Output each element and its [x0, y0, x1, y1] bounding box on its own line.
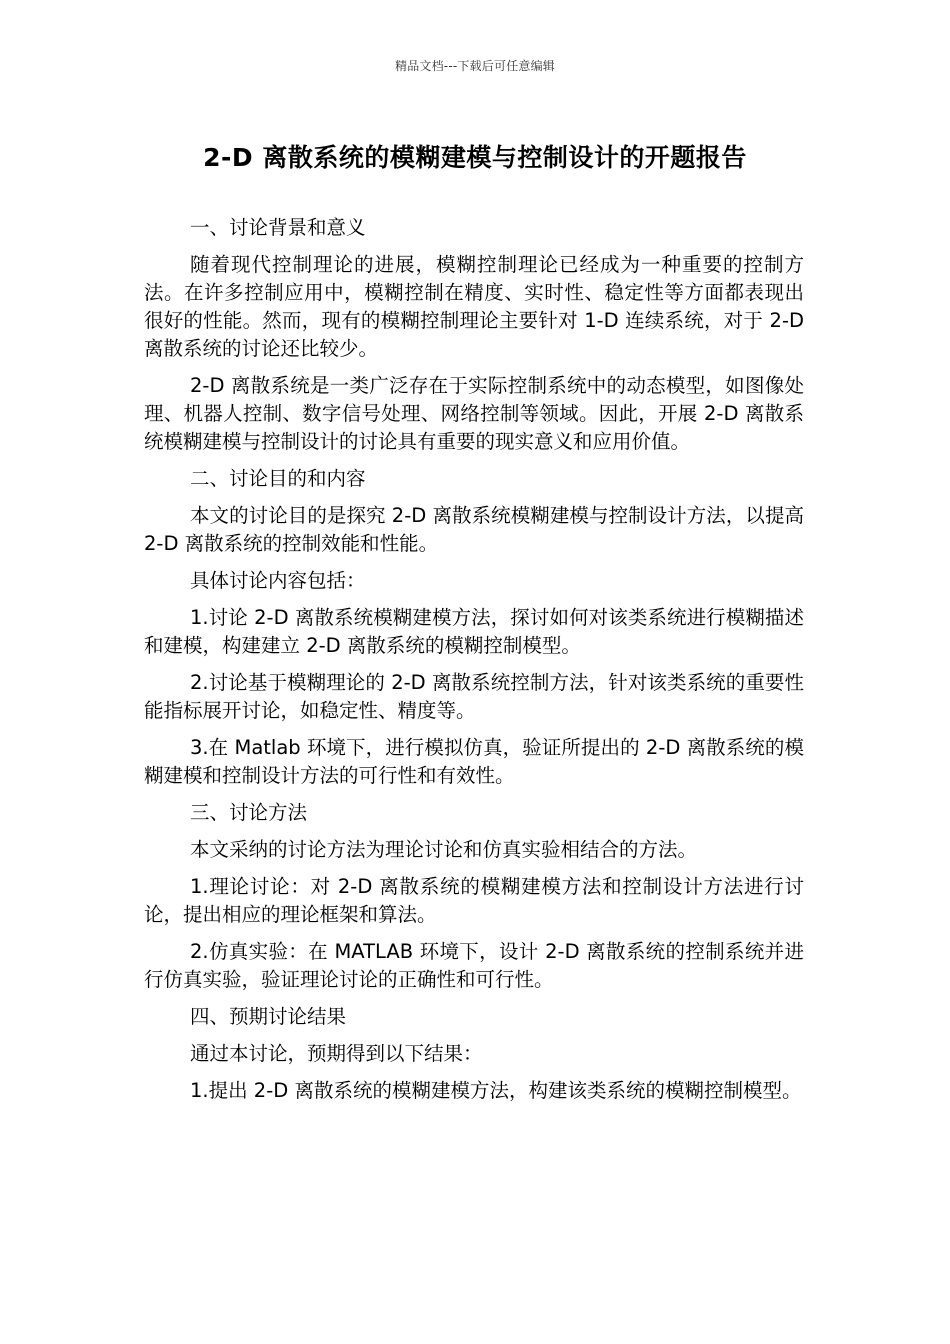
section-heading-method: 三、讨论方法 — [190, 801, 308, 824]
paragraph: 具体讨论内容包括： — [190, 569, 366, 592]
paragraph: 2-D 离散系统是一类广泛存在于实际控制系统中的动态模型，如图像处理、机器人控制、数字信号处理、网络控制等领域。因此，开展 2-D 离散系统模糊建模与控制设计的讨论具有重要的现实意义和应用价值。 — [144, 374, 804, 453]
section-heading-purpose: 二、讨论目的和内容 — [190, 467, 366, 490]
paragraph: 本文采纳的讨论方法为理论讨论和仿真实验相结合的方法。 — [190, 838, 698, 861]
list-item: 2.讨论基于模糊理论的 2-D 离散系统控制方法，针对该类系统的重要性能指标展开讨论，如稳定性、精度等。 — [144, 671, 804, 722]
paragraph: 本文的讨论目的是探究 2-D 离散系统模糊建模与控制设计方法，以提高 2-D 离散系统的控制效能和性能。 — [144, 504, 804, 555]
list-item: 1.理论讨论：对 2-D 离散系统的模糊建模方法和控制设计方法进行讨论，提出相应的理论框架和算法。 — [144, 875, 804, 926]
document-body — [144, 214, 804, 1105]
section-heading-expected-results: 四、预期讨论结果 — [190, 1005, 347, 1028]
list-item: 1.提出 2-D 离散系统的模糊建模方法，构建该类系统的模糊控制模型。 — [190, 1079, 802, 1102]
section-heading-background: 一、讨论背景和意义 — [190, 216, 366, 239]
page-header: 精品文档---下载后可任意编辑 — [395, 59, 555, 73]
document-title: 2-D 离散系统的模糊建模与控制设计的开题报告 — [203, 143, 747, 172]
list-item: 1.讨论 2-D 离散系统模糊建模方法，探讨如何对该类系统进行模糊描述和建模，构建建立 2-D 离散系统的模糊控制模型。 — [144, 606, 804, 657]
paragraph: 通过本讨论，预期得到以下结果： — [190, 1042, 483, 1065]
paragraph: 随着现代控制理论的进展，模糊控制理论已经成为一种重要的控制方法。在许多控制应用中，模糊控制在精度、实时性、稳定性等方面都表现出很好的性能。然而，现有的模糊控制理论主要针对 1-D 连续系统，对于 2-D 离散系统的讨论还比较少。 — [144, 253, 804, 360]
list-item: 3.在 Matlab 环境下，进行模拟仿真，验证所提出的 2-D 离散系统的模糊建模和控制设计方法的可行性和有效性。 — [144, 736, 804, 787]
list-item: 2.仿真实验：在 MATLAB 环境下，设计 2-D 离散系统的控制系统并进行仿真实验，验证理论讨论的正确性和可行性。 — [144, 940, 804, 991]
